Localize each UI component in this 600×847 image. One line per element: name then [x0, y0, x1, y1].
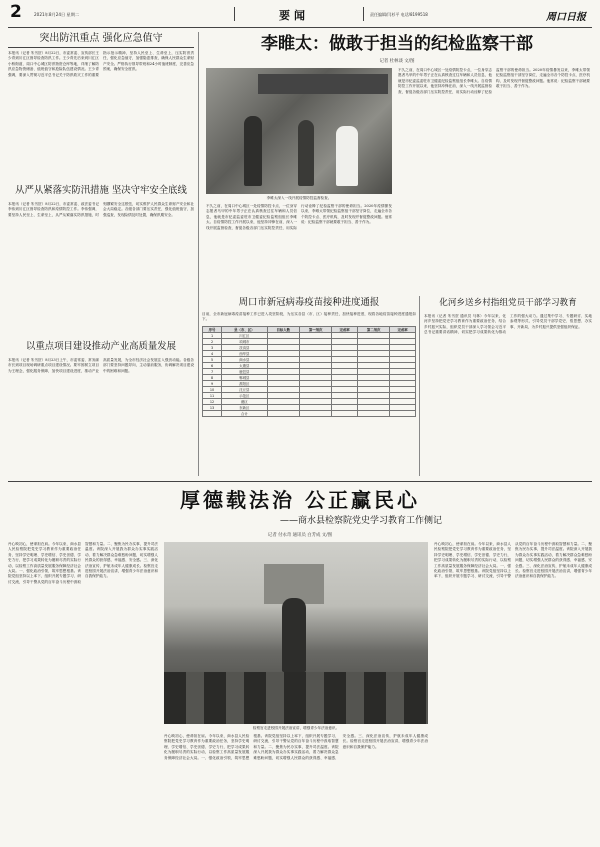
table-cell [203, 411, 222, 417]
photo-banner [258, 74, 388, 94]
law-body-left: 丹心映初心，使命担在肩。今年以来，商水县人民检察院把党史学习教育作为重要政治任务，坚持学史明理、学史增信、学史崇德、学史力行，把学习成果转化为履职尽责的实际行动，以检察工作高质量发展服务保障经济社会大局。一、强化政治引领，筑牢思想根基。该院党组坚持以上率下，组织开展专题学习、研讨交流，引导干警从党的百年奋斗历程中汲取智慧和力量。二、聚焦为民办实事，提升司法温度。该院深入开展我为群众办实事实践活动，着力解决群众急难愁盼问题，切实增强人民群众的获得感、幸福感、安全感。三、深化法治宣传，护航未成年人健康成长。检察官走进校园开展法治宣讲，增强青少年法治意识和自我保护能力。 [8, 542, 158, 584]
article-body: 本报讯（记者 朱书贺）8月22日，市委常委、政法委书记李伟到川汇区督导检查防汛和疫情防控工作。李伟强调，要坚持人民至上、生命至上，从严从紧落实防汛措施，时刻绷紧安全这根弦，切实维护人民群众生命财产安全和社会大局稳定。各级各部门要压实责任，强化值班值守，加强巡查，发现险情及时处置，确保汛期安全。 [8, 202, 194, 217]
feature-byline: 记者 杜林谈 文/图 [379, 59, 415, 64]
table-cell: 5 [203, 357, 222, 363]
section-rule [8, 481, 592, 482]
article-title: 突出防汛重点 强化应急值守 [39, 33, 163, 44]
photo-figure [336, 126, 358, 186]
article-law [8, 486, 592, 842]
table-cell: 7 [203, 369, 222, 375]
table-cell: 扶沟县 [222, 345, 268, 351]
table-cell [299, 411, 331, 417]
table-header: 序号 [203, 327, 222, 333]
article-title: 从严从紧落实防汛措施 坚决守牢安全底线 [15, 185, 187, 196]
table-cell: 合计 [222, 411, 268, 417]
law-photo-caption: 检察官走进校园开展法治宣讲，增强青少年法治意识。 [252, 726, 340, 730]
section-title: 要闻 [279, 9, 309, 22]
table-cell: 3 [203, 345, 222, 351]
table-cell: 1 [203, 333, 222, 339]
article-epidemic [8, 184, 194, 334]
table-cell: 8 [203, 375, 222, 381]
law-subtitle: ——商水县检察院党史学习教育工作侧记 [279, 516, 442, 526]
article-body: 本报讯（记者 朱书贺）8月22日，市委常委、宣传部长王少青到川汇区督导检查防汛工作。王少青先后来到川汇区小桥街道、周口中心城区防汛物资仓库等地，详细了解防汛应急物资储备、值班值守和抢险队伍建设情况。王少青强调，要深入贯彻习近平总书记关于防汛救灾工作的重要指示批示精神，坚持人民至上、生命至上，压实防汛责任，强化应急值守，加强隐患排查，确保人民群众生命财产安全。严格执行领导带班和24小时值班制度，完善应急预案，确保安全度汛。 [8, 51, 194, 77]
table-cell: 商水县 [222, 357, 268, 363]
table-cell: 2 [203, 339, 222, 345]
table-cell: 西华县 [222, 351, 268, 357]
table-cell: 10 [203, 387, 222, 393]
article-body: 本报讯（记者 朱书贺）8月23日上午，市委常委、常务副市长到项目现场调研重点项目建设情况。要牢固树立项目为王理念，强化服务保障，加快项目建设进度，推动产业高质量发展，为全市经济社会发展注入强劲动能。各级各部门要坚持问题导向，主动靠前服务，协调解决项目建设中的困难和问题。 [8, 358, 194, 373]
article-feature [202, 32, 592, 290]
table-cell: 川汇区 [222, 333, 268, 339]
table-cell [390, 411, 416, 417]
table-header: 完成率 [390, 327, 416, 333]
article-title: 以重点项目建设推动产业高质量发展 [25, 341, 176, 352]
article-vaccine [202, 296, 416, 476]
table-cell [267, 411, 299, 417]
vaccine-title: 周口市新冠病毒疫苗接种进度通报 [238, 297, 380, 308]
table-header: 第一剂次 [299, 327, 331, 333]
table-cell: 9 [203, 381, 222, 387]
page-number: 2 [10, 2, 22, 22]
editor-line: 责任编辑/闫杉平 电话/8199518 [370, 12, 428, 17]
photo-figure [244, 116, 262, 186]
table-cell: 11 [203, 393, 222, 399]
photo-audience [164, 672, 428, 724]
vaccine-intro: 目前，全市新冠病毒疫苗接种工作已进入攻坚阶段，为压实各县（市、区）接种责任，加快接种进度，现将各地疫苗接种进度通报如下。 [202, 312, 416, 322]
masthead [8, 4, 592, 26]
masthead-rule [8, 27, 592, 28]
table-cell: 鹿邑县 [222, 369, 268, 375]
photo-caption: 李睢太深入一线开展疫情防控监督检查。 [266, 196, 332, 200]
feature-title: 李睢太：做敢于担当的纪检监察干部 [261, 34, 533, 54]
law-body-bottom: 丹心映初心，使命担在肩。今年以来，商水县人民检察院把党史学习教育作为重要政治任务，坚持学史明理、学史增信、学史崇德、学史力行，把学习成果转化为履职尽责的实际行动，以检察工作高质量发展服务保障经济社会大局。一、强化政治引领，筑牢思想根基。该院党组坚持以上率下，组织开展专题学习、研讨交流，引导干警从党的百年奋斗历程中汲取智慧和力量。二、聚焦为民办实事，提升司法温度。该院深入开展我为群众办实事实践活动，着力解决群众急难愁盼问题，切实增强人民群众的获得感、幸福感、安全感。三、深化法治宣传，护航未成年人健康成长。检察官走进校园开展法治宣讲，增强青少年法治意识和自我保护能力。 [164, 734, 428, 760]
table-cell: 6 [203, 363, 222, 369]
title-underline [8, 47, 194, 48]
table-cell: 淮阳区 [222, 381, 268, 387]
photo-figure [298, 120, 314, 186]
table-cell: 12 [203, 399, 222, 405]
table-header: 第二剂次 [357, 327, 389, 333]
vaccine-table [202, 326, 416, 417]
section-box [234, 7, 364, 21]
table-cell: 东新区 [222, 405, 268, 411]
table-cell: 项城市 [222, 339, 268, 345]
feature-body: 不久之前，在周口中心城区一处疫情防控卡点，一位身穿志愿者马甲的中年男子正在认真核查过往车辆和人员信息，他就是市纪委监委驻市卫健委纪检监察组组长李睢太。自疫情防控工作开展以来，他坚持冲锋在前，深入一线开展监督检查，督促各级各部门压实防控责任，用实际行动诠释了纪检监察干部的使命担当。2020年疫情暴发以来，李睢太带领纪检监察组干部坚守岗位，走遍全市各个防控卡点、医疗机构，及时发现并督促整改问题。他常说：纪检监察干部就要敢于担当、善于作为。 [206, 204, 392, 230]
table-header: 完成率 [332, 327, 358, 333]
column-divider [419, 296, 420, 476]
table-row [203, 411, 416, 417]
date-line: 2021年8月24日 星期二 [34, 12, 80, 17]
table-cell: 太康县 [222, 363, 268, 369]
table-cell [357, 411, 389, 417]
table-cell: 沈丘县 [222, 387, 268, 393]
table-cell: 郸城县 [222, 375, 268, 381]
law-byline: 记者 付永奇 通讯员 白芳成 文/图 [267, 533, 333, 538]
article-party [424, 296, 592, 476]
law-title: 厚德载法治 公正赢民心 [180, 488, 420, 512]
law-body-right: 丹心映初心，使命担在肩。今年以来，商水县人民检察院把党史学习教育作为重要政治任务，坚持学史明理、学史增信、学史崇德、学史力行，把学习成果转化为履职尽责的实际行动，以检察工作高质量发展服务保障经济社会大局。一、强化政治引领，筑牢思想根基。该院党组坚持以上率下，组织开展专题学习、研讨交流，引导干警从党的百年奋斗历程中汲取智慧和力量。二、聚焦为民办实事，提升司法温度。该院深入开展我为群众办实事实践活动，着力解决群众急难愁盼问题，切实增强人民群众的获得感、幸福感、安全感。三、深化法治宣传，护航未成年人健康成长。检察官走进校园开展法治宣讲，增强青少年法治意识和自我保护能力。 [434, 542, 592, 579]
table-cell: 港区 [222, 399, 268, 405]
photo-figure [282, 598, 306, 672]
law-photo [164, 542, 428, 724]
table-cell: 13 [203, 405, 222, 411]
table-header: 目标人数 [267, 327, 299, 333]
paper-name: 周口日报 [546, 12, 586, 23]
table-cell: 示范区 [222, 393, 268, 399]
feature-body-right: 不久之前，在周口中心城区一处疫情防控卡点，一位身穿志愿者马甲的中年男子正在认真核查过往车辆和人员信息，他就是市纪委监委驻市卫健委纪检监察组组长李睢太。自疫情防控工作开展以来，他坚持冲锋在前，深入一线开展监督检查，督促各级各部门压实防控责任，用实际行动诠释了纪检监察干部的使命担当。2020年疫情暴发以来，李睢太带领纪检监察组干部坚守岗位，走遍全市各个防控卡点、医疗机构，及时发现并督促整改问题。他常说：纪检监察干部就要敢于担当、善于作为。 [398, 68, 590, 94]
table-cell: 4 [203, 351, 222, 357]
party-body: 本报讯（记者 朱书贺 通讯员 马林）今年以来，化河乡坚持把党史学习教育作为重要政治任务，结合乡村振兴实际，组织党员干部深入学习领会习近平总书记重要讲话精神，切实把学习成果转化为推动工作的强大动力。通过集中学习、专题研讨、实地参观等形式，引导党员干部学党史、悟思想、办实事、开新局，为乡村振兴提供坚强组织保证。 [424, 314, 592, 335]
article-flood [8, 32, 194, 178]
party-title: 化河乡送乡村指组党员干部学习教育 [439, 298, 577, 308]
table-header: 县（市、区） [222, 327, 268, 333]
article-project [8, 340, 194, 476]
table-cell [332, 411, 358, 417]
feature-photo [206, 68, 392, 194]
column-divider [198, 32, 199, 476]
